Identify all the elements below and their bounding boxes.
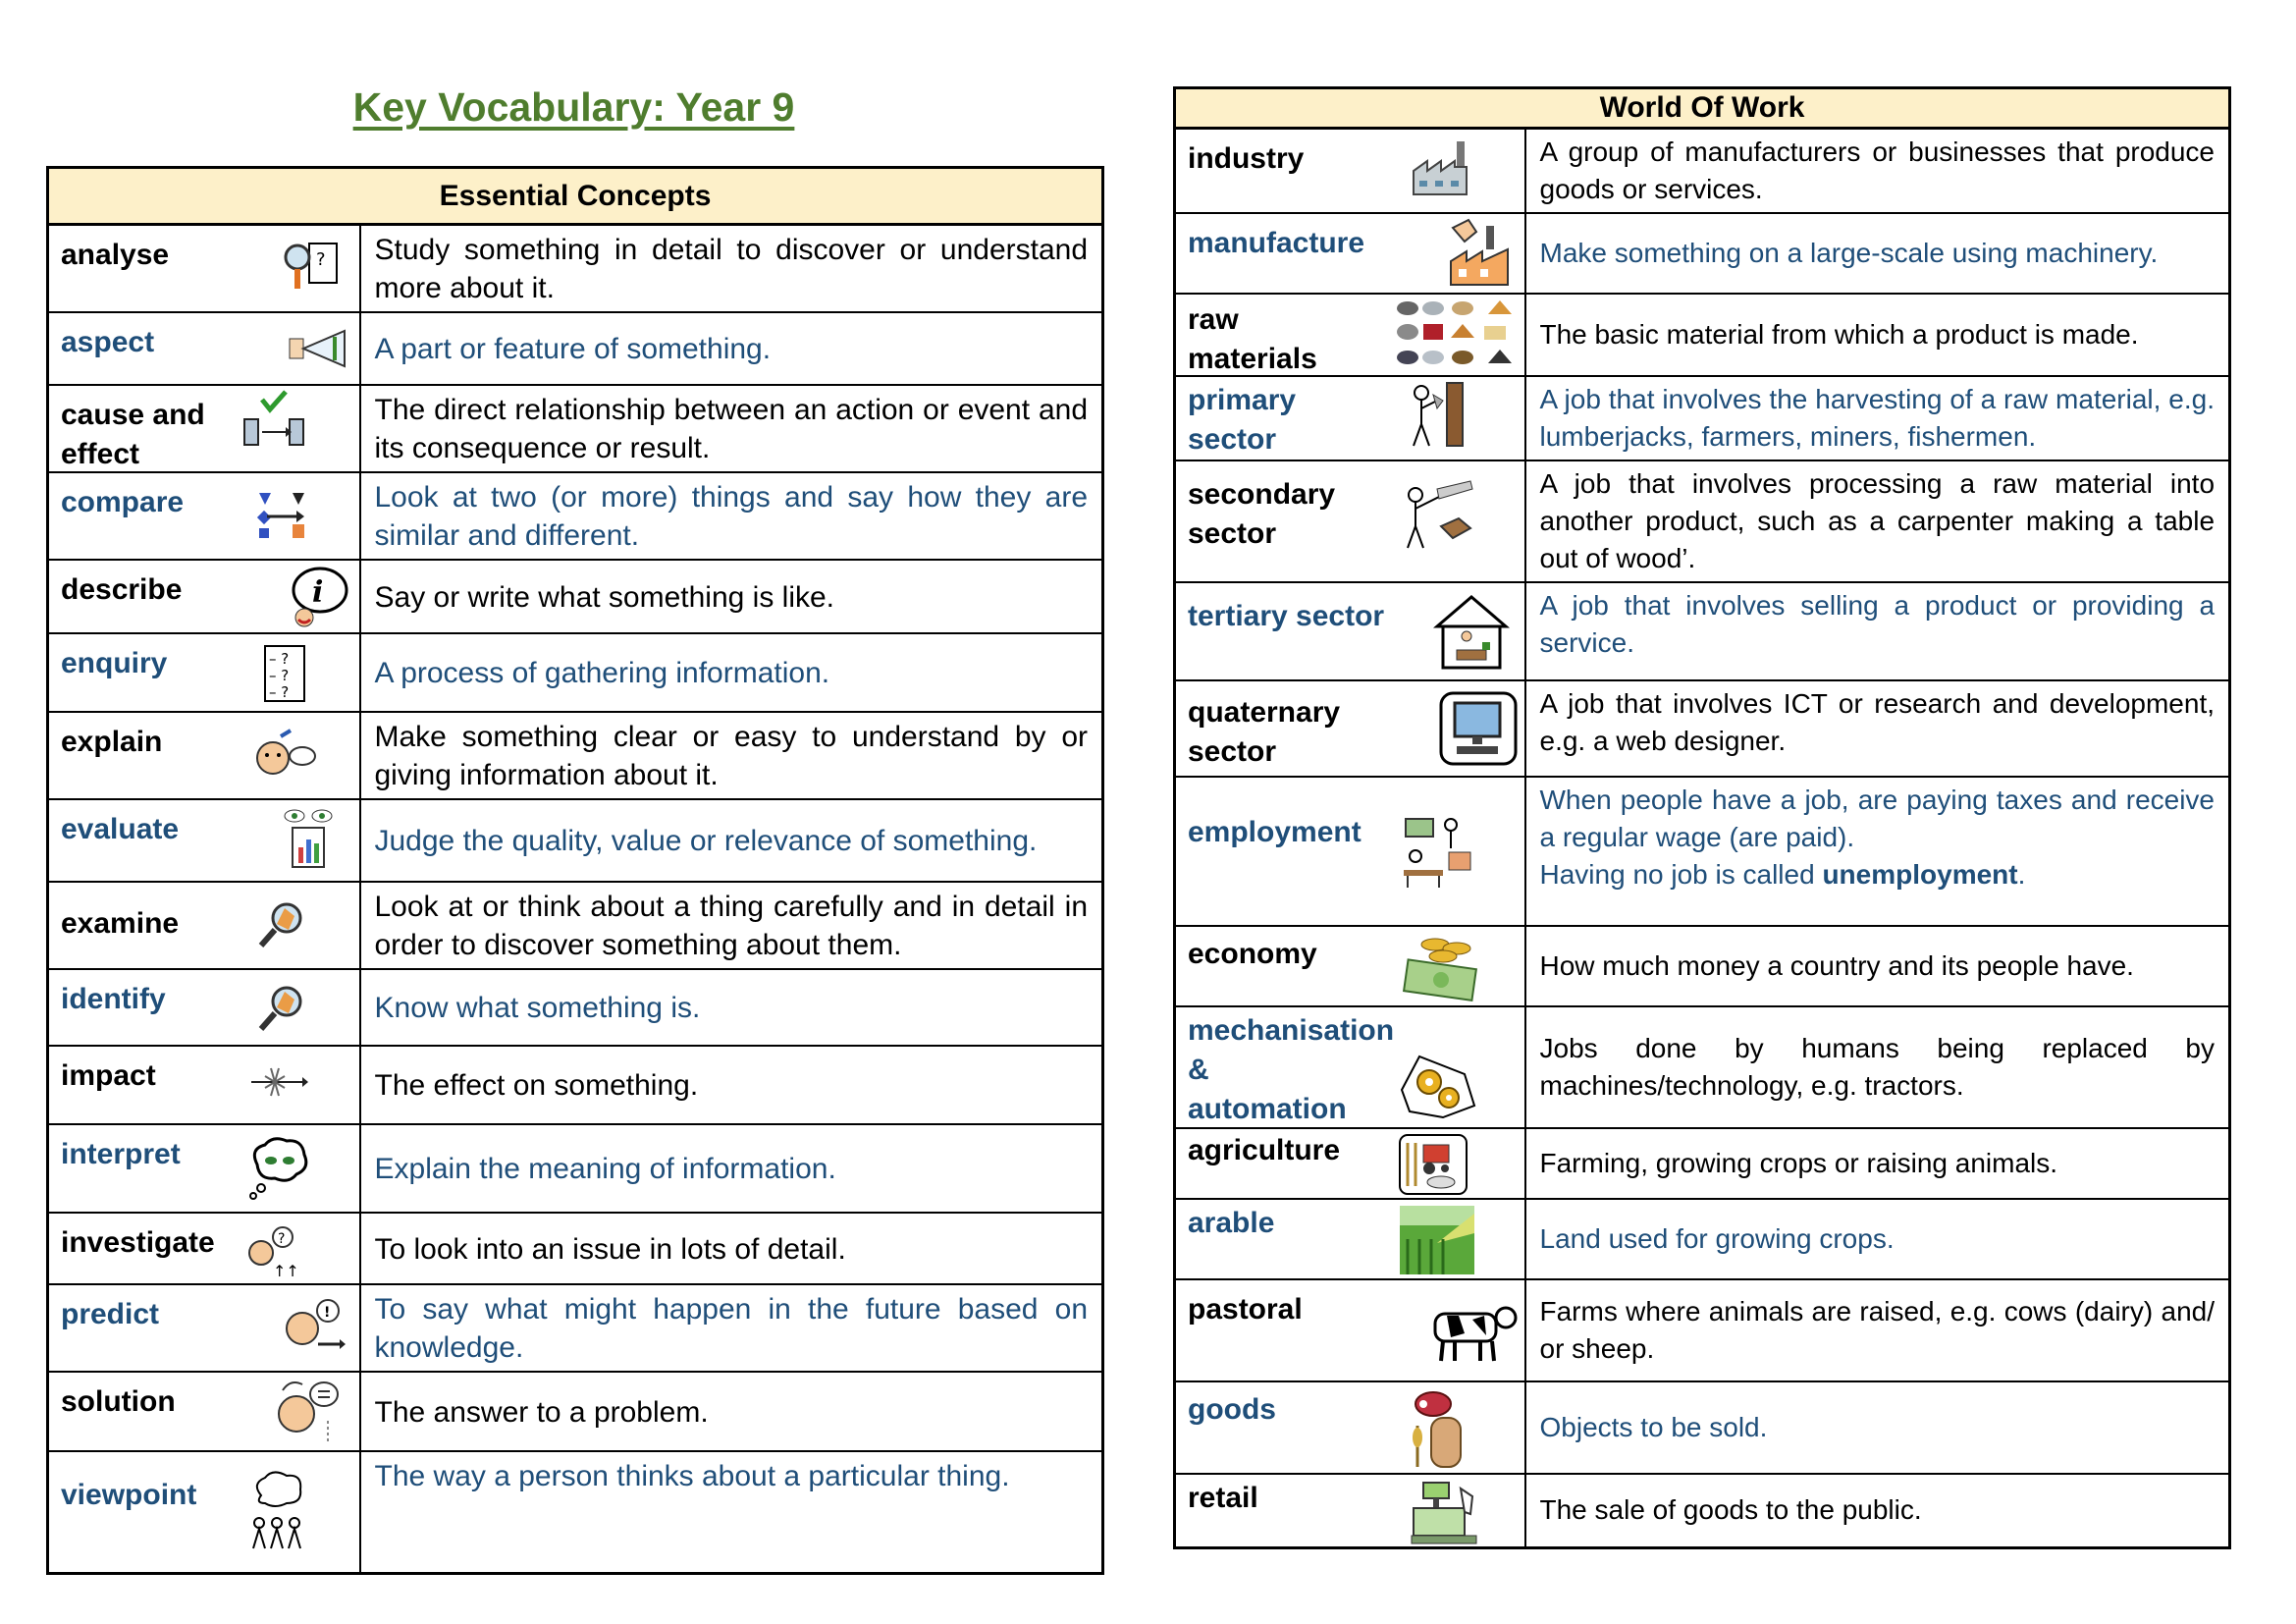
table-row — [1175, 926, 2230, 1006]
carpenter-icon — [1404, 479, 1476, 550]
raw-materials-icon — [1394, 298, 1516, 371]
table-row — [1175, 1128, 2230, 1199]
table-row — [48, 633, 1103, 712]
manufacture-icon — [1447, 218, 1512, 289]
term: aspect — [61, 326, 155, 358]
table-row — [1175, 1006, 2230, 1128]
goods-icon — [1404, 1388, 1474, 1471]
term: agriculture — [1188, 1134, 1341, 1166]
definition: A job that involves processing a raw material into another product, such as a carpenter making a table out of wood’. — [1539, 468, 2216, 573]
svg-text:!: ! — [324, 1305, 331, 1321]
definition: Make something on a large-scale using machinery. — [1539, 238, 2159, 268]
table-row — [48, 1046, 1103, 1124]
definition-bold-term: unemployment — [1822, 859, 2018, 890]
definition: Make something clear or easy to understand by or giving information about it. — [374, 721, 1089, 791]
svg-text:?: ? — [316, 249, 326, 270]
table-header: World Of Work — [1175, 88, 2230, 129]
table-row — [48, 560, 1103, 633]
term: primary sector — [1188, 384, 1297, 456]
definition: The basic material from which a product is made. — [1539, 319, 2139, 350]
table-row — [48, 1213, 1103, 1284]
table-row — [48, 1124, 1103, 1213]
definition: The direct relationship between an action or event and its consequence or result. — [374, 394, 1089, 464]
table-row — [48, 472, 1103, 560]
thought-cloud-icon — [245, 1135, 310, 1200]
lumberjack-icon — [1408, 381, 1476, 450]
till-icon — [1410, 1481, 1480, 1545]
table-row — [48, 1372, 1103, 1451]
definition-line: When people have a job, are paying taxes and receive a regular wage (are paid). — [1539, 785, 2216, 852]
definition: A process of gathering information. — [374, 657, 830, 689]
solution-face-icon — [273, 1377, 344, 1445]
table-row — [48, 1284, 1103, 1372]
farm-icon — [1398, 1133, 1468, 1196]
svg-text:– ?: – ? — [269, 683, 290, 701]
table-row — [1175, 213, 2230, 294]
definition: To say what might happen in the future based on knowledge. — [374, 1293, 1089, 1364]
table-row — [1175, 376, 2230, 460]
table-header: Essential Concepts — [48, 168, 1103, 225]
term: mechanisation & automation — [1188, 1014, 1395, 1125]
definition: Know what something is. — [374, 992, 701, 1024]
definition: A job that involves ICT or research and development, e.g. a web designer. — [1539, 688, 2216, 756]
term: cause and effect — [61, 399, 205, 470]
definition: Say or write what something is like. — [374, 580, 835, 614]
term: identify — [61, 983, 166, 1015]
magnifier-icon — [255, 982, 310, 1033]
magnifier-icon — [255, 898, 310, 949]
term: enquiry — [61, 647, 168, 679]
eyes-chart-icon — [279, 808, 340, 871]
table-row — [48, 799, 1103, 882]
term: impact — [61, 1059, 156, 1092]
svg-text:i: i — [312, 575, 324, 610]
term: economy — [1188, 938, 1317, 970]
table-row — [1175, 1199, 2230, 1279]
term: employment — [1188, 816, 1362, 848]
table-row — [48, 1451, 1103, 1573]
world-of-work-table — [1173, 86, 2231, 1549]
term: analyse — [61, 239, 170, 271]
definition: To look into an issue in lots of detail. — [374, 1232, 846, 1266]
term: viewpoint — [61, 1479, 197, 1511]
table-row — [48, 312, 1103, 385]
definition: Study something in detail to discover or understand more about it. — [374, 234, 1089, 304]
term: evaluate — [61, 813, 180, 845]
field-icon — [1398, 1204, 1476, 1276]
computer-icon — [1439, 691, 1518, 768]
definition: Look at two (or more) things and say how they are similar and different. — [374, 481, 1089, 552]
term: arable — [1188, 1207, 1275, 1239]
definition: Objects to be sold. — [1539, 1412, 1768, 1442]
term: investigate — [61, 1226, 215, 1259]
term: explain — [61, 726, 163, 758]
table-row — [48, 712, 1103, 799]
definition — [1526, 778, 2229, 897]
term: manufacture — [1188, 227, 1365, 259]
term: industry — [1188, 142, 1305, 175]
definition: Land used for growing crops. — [1539, 1223, 1895, 1254]
definition: Jobs done by humans being replaced by machines/technology, e.g. tractors. — [1539, 1033, 2216, 1101]
table-row — [1175, 460, 2230, 582]
money-icon — [1400, 933, 1482, 1001]
term: describe — [61, 573, 183, 606]
table-row — [1175, 1474, 2230, 1547]
table-row — [1175, 777, 2230, 926]
viewing-angle-icon — [288, 325, 348, 372]
term: solution — [61, 1385, 176, 1418]
term: pastoral — [1188, 1293, 1303, 1326]
term: goods — [1188, 1393, 1276, 1426]
magnifier-question-icon — [280, 238, 343, 293]
compare-arrows-icon — [253, 487, 312, 542]
speech-info-icon — [285, 565, 349, 629]
cow-icon — [1425, 1302, 1518, 1363]
investigate-person-icon — [245, 1223, 304, 1278]
definition: Farming, growing crops or raising animals. — [1539, 1148, 2058, 1178]
table-row — [1175, 129, 2230, 214]
definition: The way a person thinks about a particular thing. — [374, 1460, 1010, 1492]
gears-icon — [1396, 1051, 1478, 1119]
table-row — [48, 882, 1103, 969]
shop-house-icon — [1433, 593, 1510, 672]
definition: Judge the quality, value or relevance of something. — [374, 825, 1038, 857]
employment-icon — [1400, 813, 1474, 890]
definition: The answer to a problem. — [374, 1395, 709, 1429]
definition: Farms where animals are raised, e.g. cows (dairy) and/ or sheep. — [1539, 1296, 2216, 1364]
definition: The sale of goods to the public. — [1539, 1494, 1922, 1526]
table-row — [48, 225, 1103, 313]
table-row — [1175, 1381, 2230, 1474]
definition: The effect on something. — [374, 1069, 699, 1102]
factory-icon — [1410, 137, 1472, 196]
table-row — [1175, 294, 2230, 376]
svg-text:↑↑: ↑↑ — [273, 1262, 299, 1278]
essential-concepts-table — [46, 166, 1104, 1575]
impact-burst-icon — [247, 1062, 310, 1102]
definition-line: Having no job is called — [1539, 859, 1823, 890]
definition: Look at or think about a thing carefully and in detail in order to discover something about them. — [374, 891, 1089, 961]
term: raw materials — [1188, 303, 1317, 375]
definition: A job that involves the harvesting of a raw material, e.g. lumberjacks, farmers, miners, fishermen. — [1539, 384, 2216, 452]
table-row — [1175, 680, 2230, 777]
definition: A part or feature of something. — [374, 333, 772, 365]
definition: A job that involves selling a product or providing a service. — [1539, 590, 2216, 658]
term: retail — [1188, 1482, 1258, 1514]
term: predict — [61, 1298, 160, 1330]
svg-text:?: ? — [278, 1231, 286, 1247]
table-row — [48, 969, 1103, 1046]
page-title: Key Vocabulary: Year 9 — [352, 84, 795, 130]
thinking-face-icon — [253, 729, 318, 780]
definition: How much money a country and its people have. — [1539, 950, 2134, 981]
term: compare — [61, 486, 185, 518]
definition: A group of manufacturers or businesses that produce goods or services. — [1539, 136, 2216, 204]
group-thought-icon — [245, 1470, 310, 1554]
table-row — [1175, 582, 2230, 680]
svg-text:– ?: – ? — [269, 650, 290, 668]
svg-text:– ?: – ? — [269, 667, 290, 684]
term: interpret — [61, 1138, 181, 1170]
term: quaternary sector — [1188, 696, 1341, 768]
table-row — [1175, 1279, 2230, 1381]
table-row — [48, 385, 1103, 472]
term: secondary sector — [1188, 478, 1336, 550]
definition: Explain the meaning of information. — [374, 1153, 836, 1185]
term: examine — [61, 907, 180, 940]
cause-effect-icon — [240, 390, 311, 455]
term: tertiary sector — [1188, 600, 1385, 632]
definition-tail: . — [2017, 859, 2026, 890]
question-list-icon — [263, 644, 308, 705]
predict-face-icon — [283, 1297, 347, 1356]
